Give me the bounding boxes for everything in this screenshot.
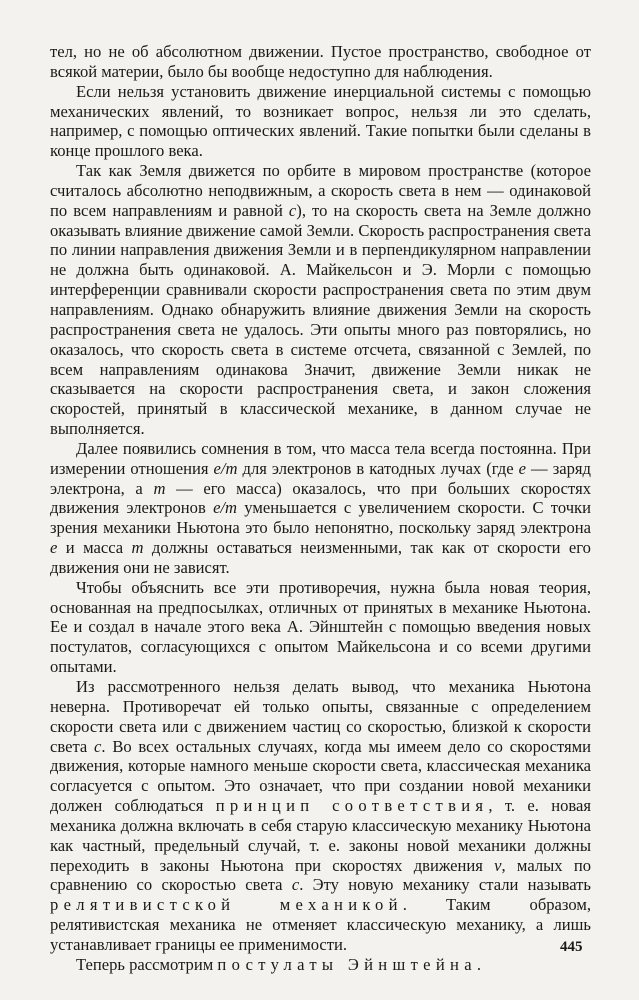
italic-term: e [518,458,527,478]
text-run: для электронов в катодных лучах (где [237,458,519,478]
text-run: Чтобы объяснить все эти противоречия, нужна была новая теория, основанная на предпосылках, отличных от принятых в механике Ньютона. Ее и создал в начале этого века А. Эйнштейн с помощью введения новых постулатов, согласующихся с опытом Майкельсона и со всеми другими опытами. [50,577,591,677]
text-run: — заряд электрона, а [50,458,591,498]
paragraph [50,161,591,439]
paragraph [50,82,591,161]
text-run: Теперь рассмотрим [76,954,218,974]
body-text [50,42,591,975]
text-run: , малых по сравнению со скоростью света [50,855,591,895]
paragraph [50,42,591,82]
page-number: 445 [560,939,583,955]
text-run: должны оставаться неизменными, так как от скорости его движения они не зависят. [50,538,591,577]
italic-term: c [94,736,102,756]
spaced-emphasis: принцип соответствия [215,796,489,816]
italic-term: c [291,875,300,895]
spaced-emphasis: релятивистской механикой [50,895,403,915]
text-run: ), то на скорость света на Земле должно оказывать влияние движение самой Земли. Скорость распространения света по линии направления движения Земли и в перпендикулярном направлении не должна быть одинаковой. А. Майкельсон и Э. Морли с помощью интерференции сравнивали скорости распространения света по этим двум направлениям. Однако обнаружить влияние движения Земли на скорость распространения света не удалось. Эти опыты много раз повторялись, но оказалось, что скорость света в системе отсчета, связанной с Землей, по всем направлениям одинакова Значит, движение Земли никак не сказывается на скорости распространения света, и закон сложения скоростей, принятый в классической механике, в данном случае не выполняется. [50,200,591,439]
italic-term: e/m [213,498,238,518]
italic-term: m [131,538,144,558]
paragraph [50,578,591,677]
text-run: Далее появились сомнения в том, что масса тела всегда постоянна. При измерении отношения [50,438,591,478]
paragraph [50,677,591,955]
italic-term: c [288,200,297,220]
text-run: Из рассмотренного нельзя делать вывод, что механика Ньютона неверна. Противоречат ей только опыты, связанные с определением скорости света или с движением частиц со скоростью, близкой к скорости света [50,677,591,756]
paragraph [50,439,591,578]
paragraph [50,955,591,975]
text-run: . Таким образом, релятивистская механика не отменяет классическую механику, а лишь устанавливает границы ее применимости. [50,895,592,954]
text-run: . [476,954,482,974]
text-run: — его масса) оказалось, что при больших скоростях движения электронов [50,478,592,518]
text-run: . Во всех остальных случаях, когда мы имеем дело со скоростями движения, которые намного меньше скорости света, классическая механика согласуется с опытом. Это означает, что при создании новой механики должен соблюдаться [50,736,592,816]
italic-term: m [153,478,166,498]
text-run: тел, но не об абсолютном движении. Пустое пространство, свободное от всякой материи, было бы вообще недоступно для наблюдения. [50,42,591,81]
italic-term: e [50,538,58,558]
italic-term: v [494,855,502,875]
text-run: уменьшается с увеличением скорости. С точки зрения механики Ньютона это было непонятно, поскольку заряд электрона [50,498,591,538]
italic-term: e/m [213,458,238,478]
text-run: и масса [57,538,132,558]
spaced-emphasis: постулаты Эйнштейна [217,954,477,974]
text-run: Если нельзя установить движение инерциальной системы с помощью механических явлений, то возникает вопрос, нельзя ли это сделать, например, с помощью оптических явлений. Такие попытки были сделаны в конце прошлого века. [50,81,591,161]
text-run: , т. е. новая механика должна включать в себя старую классическую механику Ньютона как частный, предельный случай, т. е. законы новой механики должны переходить в законы Ньютона при скоростях движения [50,796,591,875]
text-run: Так как Земля движется по орбите в мировом пространстве (которое считалось абсолютно неподвижным, а скорость света в нем — одинаковой по всем направлениям и равной [50,161,591,220]
text-run: . Эту новую механику стали называть [299,875,591,895]
